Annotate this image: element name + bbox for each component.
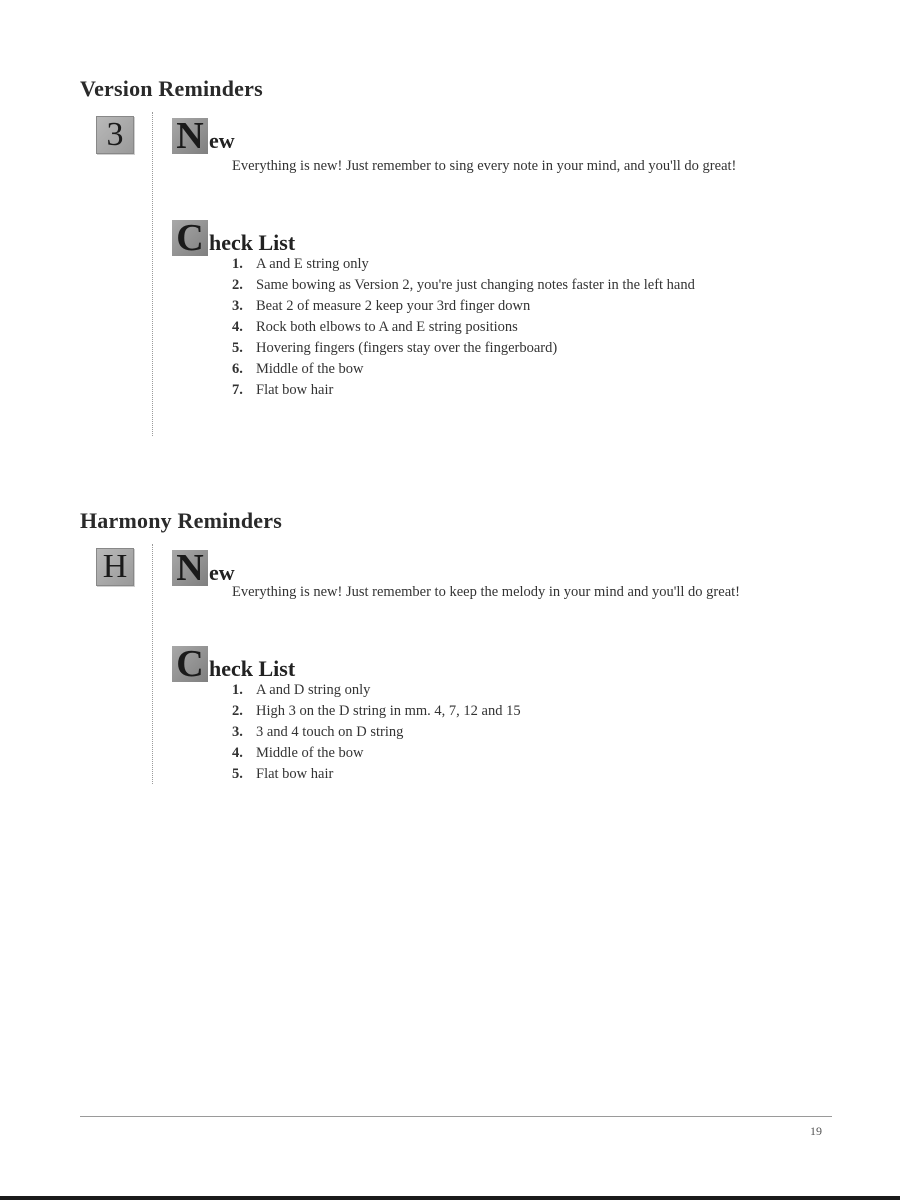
heading-text: ew [209, 560, 235, 585]
dotted-divider [152, 544, 153, 784]
version-reminders-section [0, 76, 900, 456]
new-heading [172, 547, 235, 589]
list-item: 5. Flat bow hair [232, 766, 334, 782]
new-description: Everything is new! Just remember to keep the melody in your mind and you'll do great! [232, 584, 740, 600]
list-item: 4. Middle of the bow [232, 745, 364, 761]
harmony-badge: H [96, 548, 134, 586]
new-heading [172, 115, 235, 157]
drop-cap: C [172, 646, 208, 682]
section-title: Version Reminders [80, 76, 263, 101]
footer-divider [80, 1116, 832, 1117]
check-list [232, 680, 521, 785]
list-item: 4. Rock both elbows to A and E string positions [232, 319, 518, 335]
drop-cap: N [172, 118, 208, 154]
dotted-divider [152, 112, 153, 436]
new-description: Everything is new! Just remember to sing every note in your mind, and you'll do great! [232, 158, 737, 174]
drop-cap: C [172, 220, 208, 256]
section-title: Harmony Reminders [80, 508, 282, 533]
list-item: 1. A and E string only [232, 256, 369, 272]
page-number: 19 [810, 1124, 822, 1138]
list-item: 2. Same bowing as Version 2, you're just changing notes faster in the left hand [232, 277, 695, 293]
list-item: 5. Hovering fingers (fingers stay over the fingerboard) [232, 340, 558, 356]
list-item: 3. Beat 2 of measure 2 keep your 3rd finger down [232, 298, 531, 314]
list-item: 1. A and D string only [232, 682, 371, 698]
list-item: 2. High 3 on the D string in mm. 4, 7, 12 and 15 [232, 703, 521, 719]
version-badge: 3 [96, 116, 134, 154]
list-item: 6. Middle of the bow [232, 361, 364, 377]
heading-text: heck List [209, 230, 296, 255]
bottom-border [0, 1196, 900, 1200]
check-list [232, 254, 695, 401]
drop-cap: N [172, 550, 208, 586]
list-item: 3. 3 and 4 touch on D string [232, 724, 404, 740]
list-item: 7. Flat bow hair [232, 382, 334, 398]
check-list-heading [172, 643, 296, 685]
check-list-heading [172, 217, 296, 259]
heading-text: heck List [209, 656, 296, 681]
harmony-reminders-section [0, 508, 900, 808]
heading-text: ew [209, 128, 235, 153]
